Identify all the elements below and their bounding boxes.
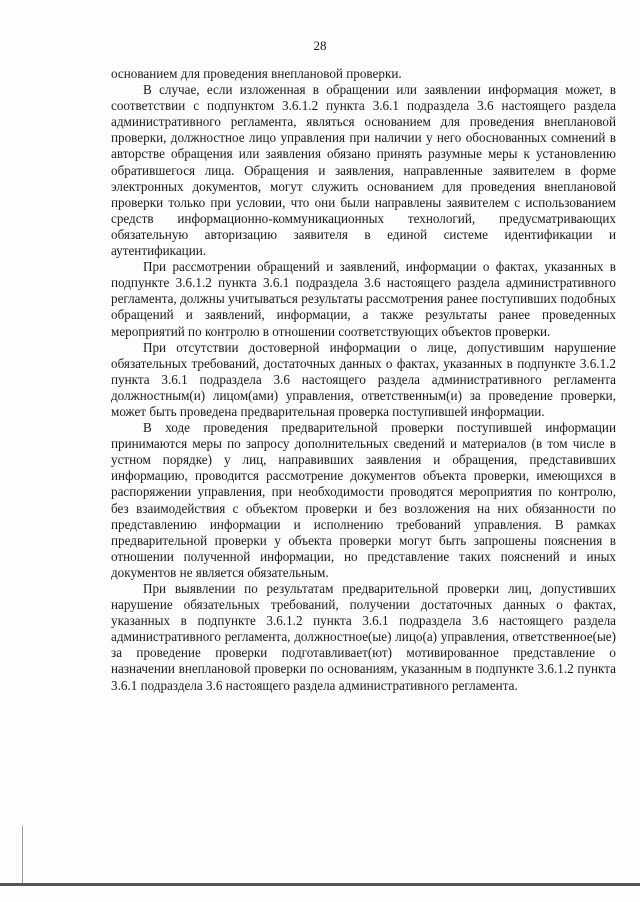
paragraph-continuation: основанием для проведения внеплановой проверки.: [111, 66, 402, 81]
paragraph: В ходе проведения предварительной проверки поступившей информации принимаются меры по запросу дополнительных сведений и материалов (в том числе в устном порядке) у лиц, направивших заявления и обращения, представивших информацию, проводится рассмотрение документов объекта проверки, имеющихся в распоряжении управления, при необходимости проводятся мероприятия по контролю, без взаимодействия с объектом проверки и без возложения на них обязанности по представлению информации и исполнению требований управления. В рамках предварительной проверки у объекта проверки могут быть запрошены пояснения в отношении полученной информации, но представление таких пояснений и иных документов не является обязательным.: [111, 420, 616, 580]
paragraph: При выявлении по результатам предварительной проверки лиц, допустивших нарушение обязательных требований, получении достаточных данных о фактах, указанных в подпункте 3.6.1.2 пункта 3.6.1 подраздела 3.6 настоящего раздела административного регламента, должностное(ые) лицо(а) управления, ответственное(ые) за проведение проверки подготавливает(ют) мотивированное представление о назначении внеплановой проверки по основаниям, указанным в подпункте 3.6.1.2 пункта 3.6.1 подраздела 3.6 настоящего раздела административного регламента.: [111, 581, 616, 693]
paragraph: В случае, если изложенная в обращении или заявлении информация может, в соответствии с подпунктом 3.6.1.2 пункта 3.6.1 подраздела 3.6 настоящего раздела административного регламента, являться основанием для проведения внеплановой проверки, должностное лицо управления при наличии у него обоснованных сомнений в авторстве обращения или заявления обязано принять разумные меры к установлению обратившегося лица. Обращения и заявления, направленные заявителем в форме электронных документов, могут служить основанием для проведения внеплановой проверки только при условии, что они были направлены заявителем с использованием средств информационно-коммуникационных технологий, предусматривающих обязательную авторизацию заявителя в единой системе идентификации и аутентификации.: [111, 82, 616, 259]
scan-edge-line: [22, 826, 23, 884]
body-text: [111, 66, 616, 694]
scan-bottom-border: [0, 883, 640, 886]
page-number: 28: [313, 38, 327, 53]
paragraph: При отсутствии достоверной информации о лице, допустившим нарушение обязательных требований, достаточных данных о фактах, указанных в подпункте 3.6.1.2 пункта 3.6.1 подраздела 3.6 настоящего раздела административного регламента должностным(и) лицом(ами) управления, ответственным(и) за проведение проверки, может быть проведена предварительная проверка поступившей информации.: [111, 339, 616, 419]
paragraph: При рассмотрении обращений и заявлений, информации о фактах, указанных в подпункте 3.6.1.2 пункта 3.6.1 подраздела 3.6 настоящего раздела административного регламента, должны учитываться результаты рассмотрения ранее поступивших подобных обращений и заявлений, информации, а также результаты ранее проведенных мероприятий по контролю в отношении соответствующих объектов проверки.: [111, 259, 616, 339]
